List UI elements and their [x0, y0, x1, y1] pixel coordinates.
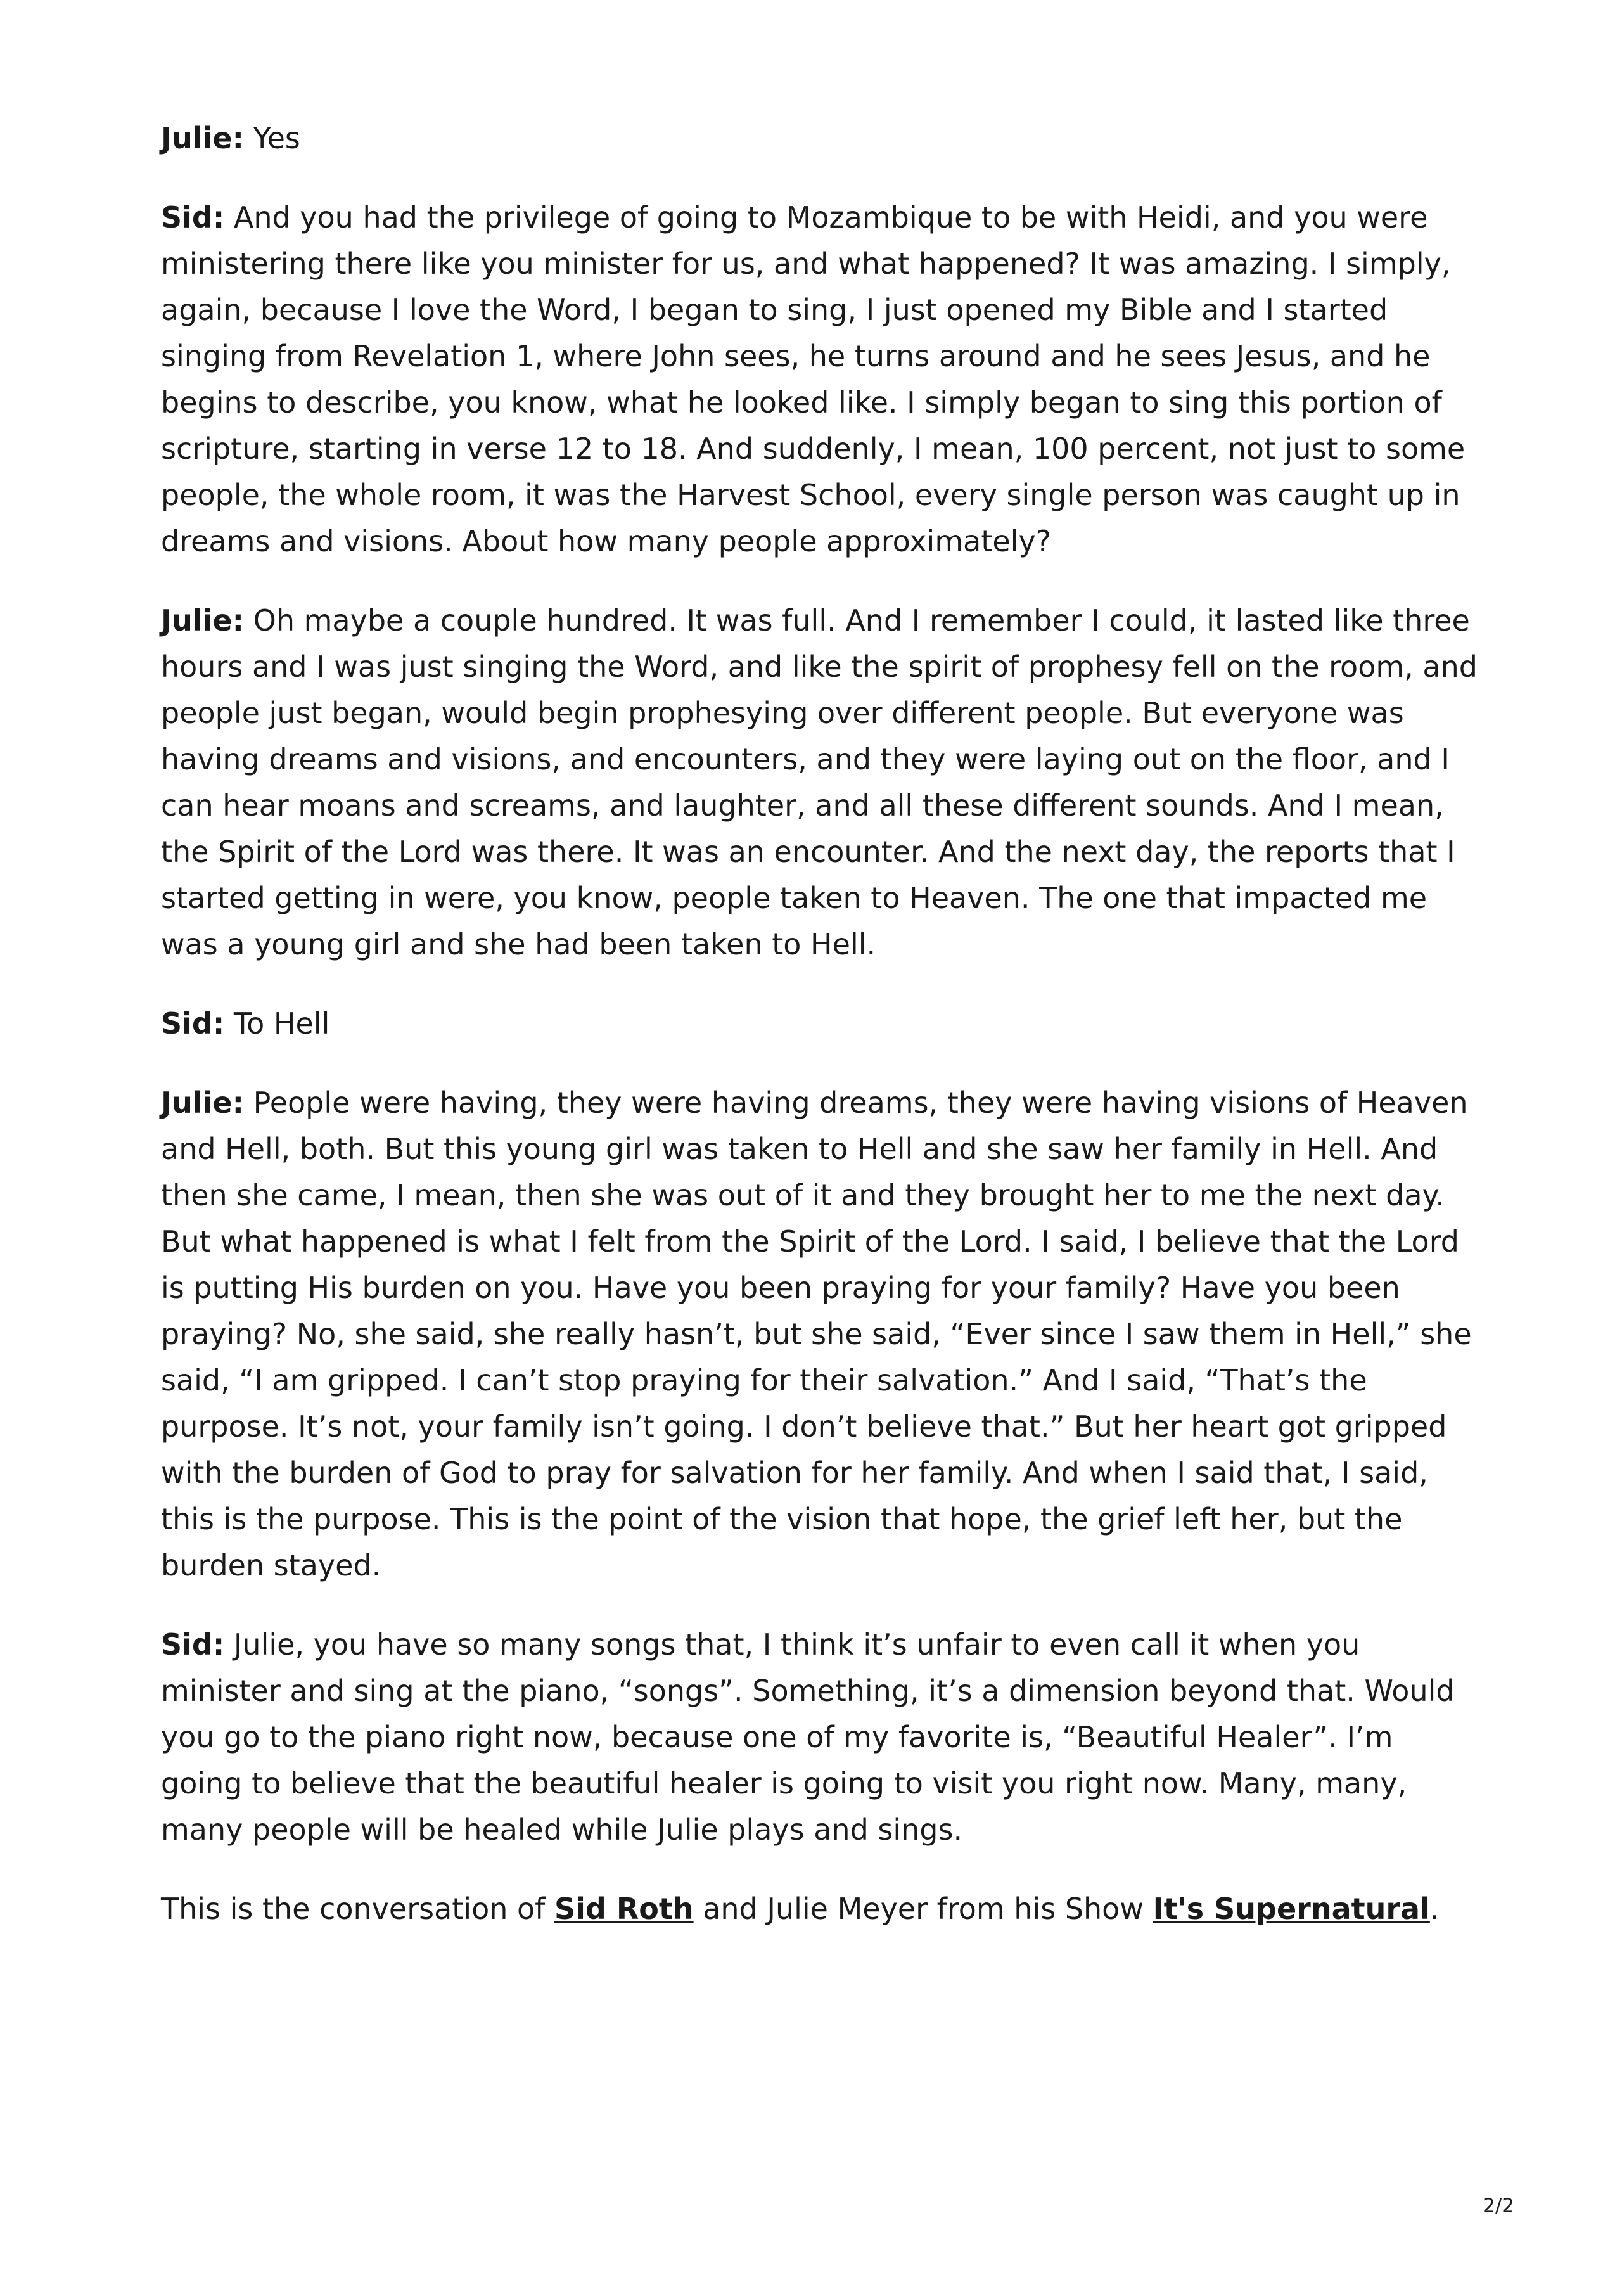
- closing-prefix: This is the conversation of: [161, 1892, 554, 1926]
- transcript-paragraph: [161, 598, 1479, 968]
- document-body: [161, 115, 1479, 1965]
- paragraph-text: To Hell: [233, 1006, 330, 1041]
- transcript-paragraph: [161, 115, 1479, 162]
- transcript-paragraph: [161, 1080, 1479, 1589]
- paragraph-text: Oh maybe a couple hundred. It was full. And I remember I could, it lasted like three hours and I was just singing the Word, and like the spirit of prophesy fell on the room, and people just began, would begin prophesying over different people. But everyone was having dreams and visions, and encounters, and they were laying out on the floor, and I can hear moans and screams, and laughter, and all these different sounds. And I mean, the Spirit of the Lord was there. It was an encounter. And the next day, the reports that I started getting in were, you know, people taken to Heaven. The one that impacted me was a young girl and she had been taken to Hell.: [161, 603, 1478, 961]
- speaker-label: Sid:: [161, 200, 225, 234]
- speaker-label: Sid:: [161, 1627, 225, 1662]
- transcript-paragraph: [161, 1622, 1479, 1853]
- paragraph-text: People were having, they were having dreams, they were having visions of Heaven and Hell, both. But this young girl was taken to Hell and she saw her family in Hell. And then she came, I mean, then she was out of it and they brought her to me the next day. But what happened is what I felt from the Spirit of the Lord. I said, I believe that the Lord is putting His burden on you. Have you been praying for your family? Have you been praying? No, she said, she really hasn’t, but she said, “Ever since I saw them in Hell,” she said, “I am gripped. I can’t stop praying for their salvation.” And I said, “That’s the purpose. It’s not, your family isn’t going. I don’t believe that.” But her heart got gripped with the burden of God to pray for salvation for her family. And when I said that, I said, this is the purpose. This is the point of the vision that hope, the grief left her, but the burden stayed.: [161, 1086, 1472, 1582]
- its-supernatural-link[interactable]: It's Supernatural: [1153, 1892, 1430, 1926]
- closing-paragraph: [161, 1886, 1479, 1932]
- paragraph-text: Julie, you have so many songs that, I think it’s unfair to even call it when you minister and sing at the piano, “songs”. Something, it’s a dimension beyond that. Would you go to the piano right now, because one of my favorite is, “Beautiful Healer”. I’m going to believe that the beautiful healer is going to visit you right now. Many, many, many people will be healed while Julie plays and sings.: [161, 1627, 1455, 1847]
- paragraph-text: And you had the privilege of going to Mozambique to be with Heidi, and you were ministering there like you minister for us, and what happened? It was amazing. I simply, again, because I love the Word, I began to sing, I just opened my Bible and I started singing from Revelation 1, where John sees, he turns around and he sees Jesus, and he begins to describe, you know, what he looked like. I simply began to sing this portion of scripture, starting in verse 12 to 18. And suddenly, I mean, 100 percent, not just to some people, the whole room, it was the Harvest School, every single person was caught up in dreams and visions. About how many people approximately?: [161, 200, 1466, 558]
- speaker-label: Julie:: [161, 1086, 244, 1120]
- page-number: 2/2: [1483, 2195, 1514, 2217]
- closing-middle: and Julie Meyer from his Show: [693, 1892, 1153, 1926]
- closing-suffix: .: [1429, 1892, 1440, 1926]
- transcript-paragraph: [161, 195, 1479, 565]
- paragraph-text: Yes: [253, 121, 300, 155]
- speaker-label: Julie:: [161, 603, 244, 638]
- transcript-paragraph: [161, 1001, 1479, 1047]
- sid-roth-link[interactable]: Sid Roth: [554, 1892, 694, 1926]
- speaker-label: Julie:: [161, 121, 244, 155]
- speaker-label: Sid:: [161, 1006, 225, 1041]
